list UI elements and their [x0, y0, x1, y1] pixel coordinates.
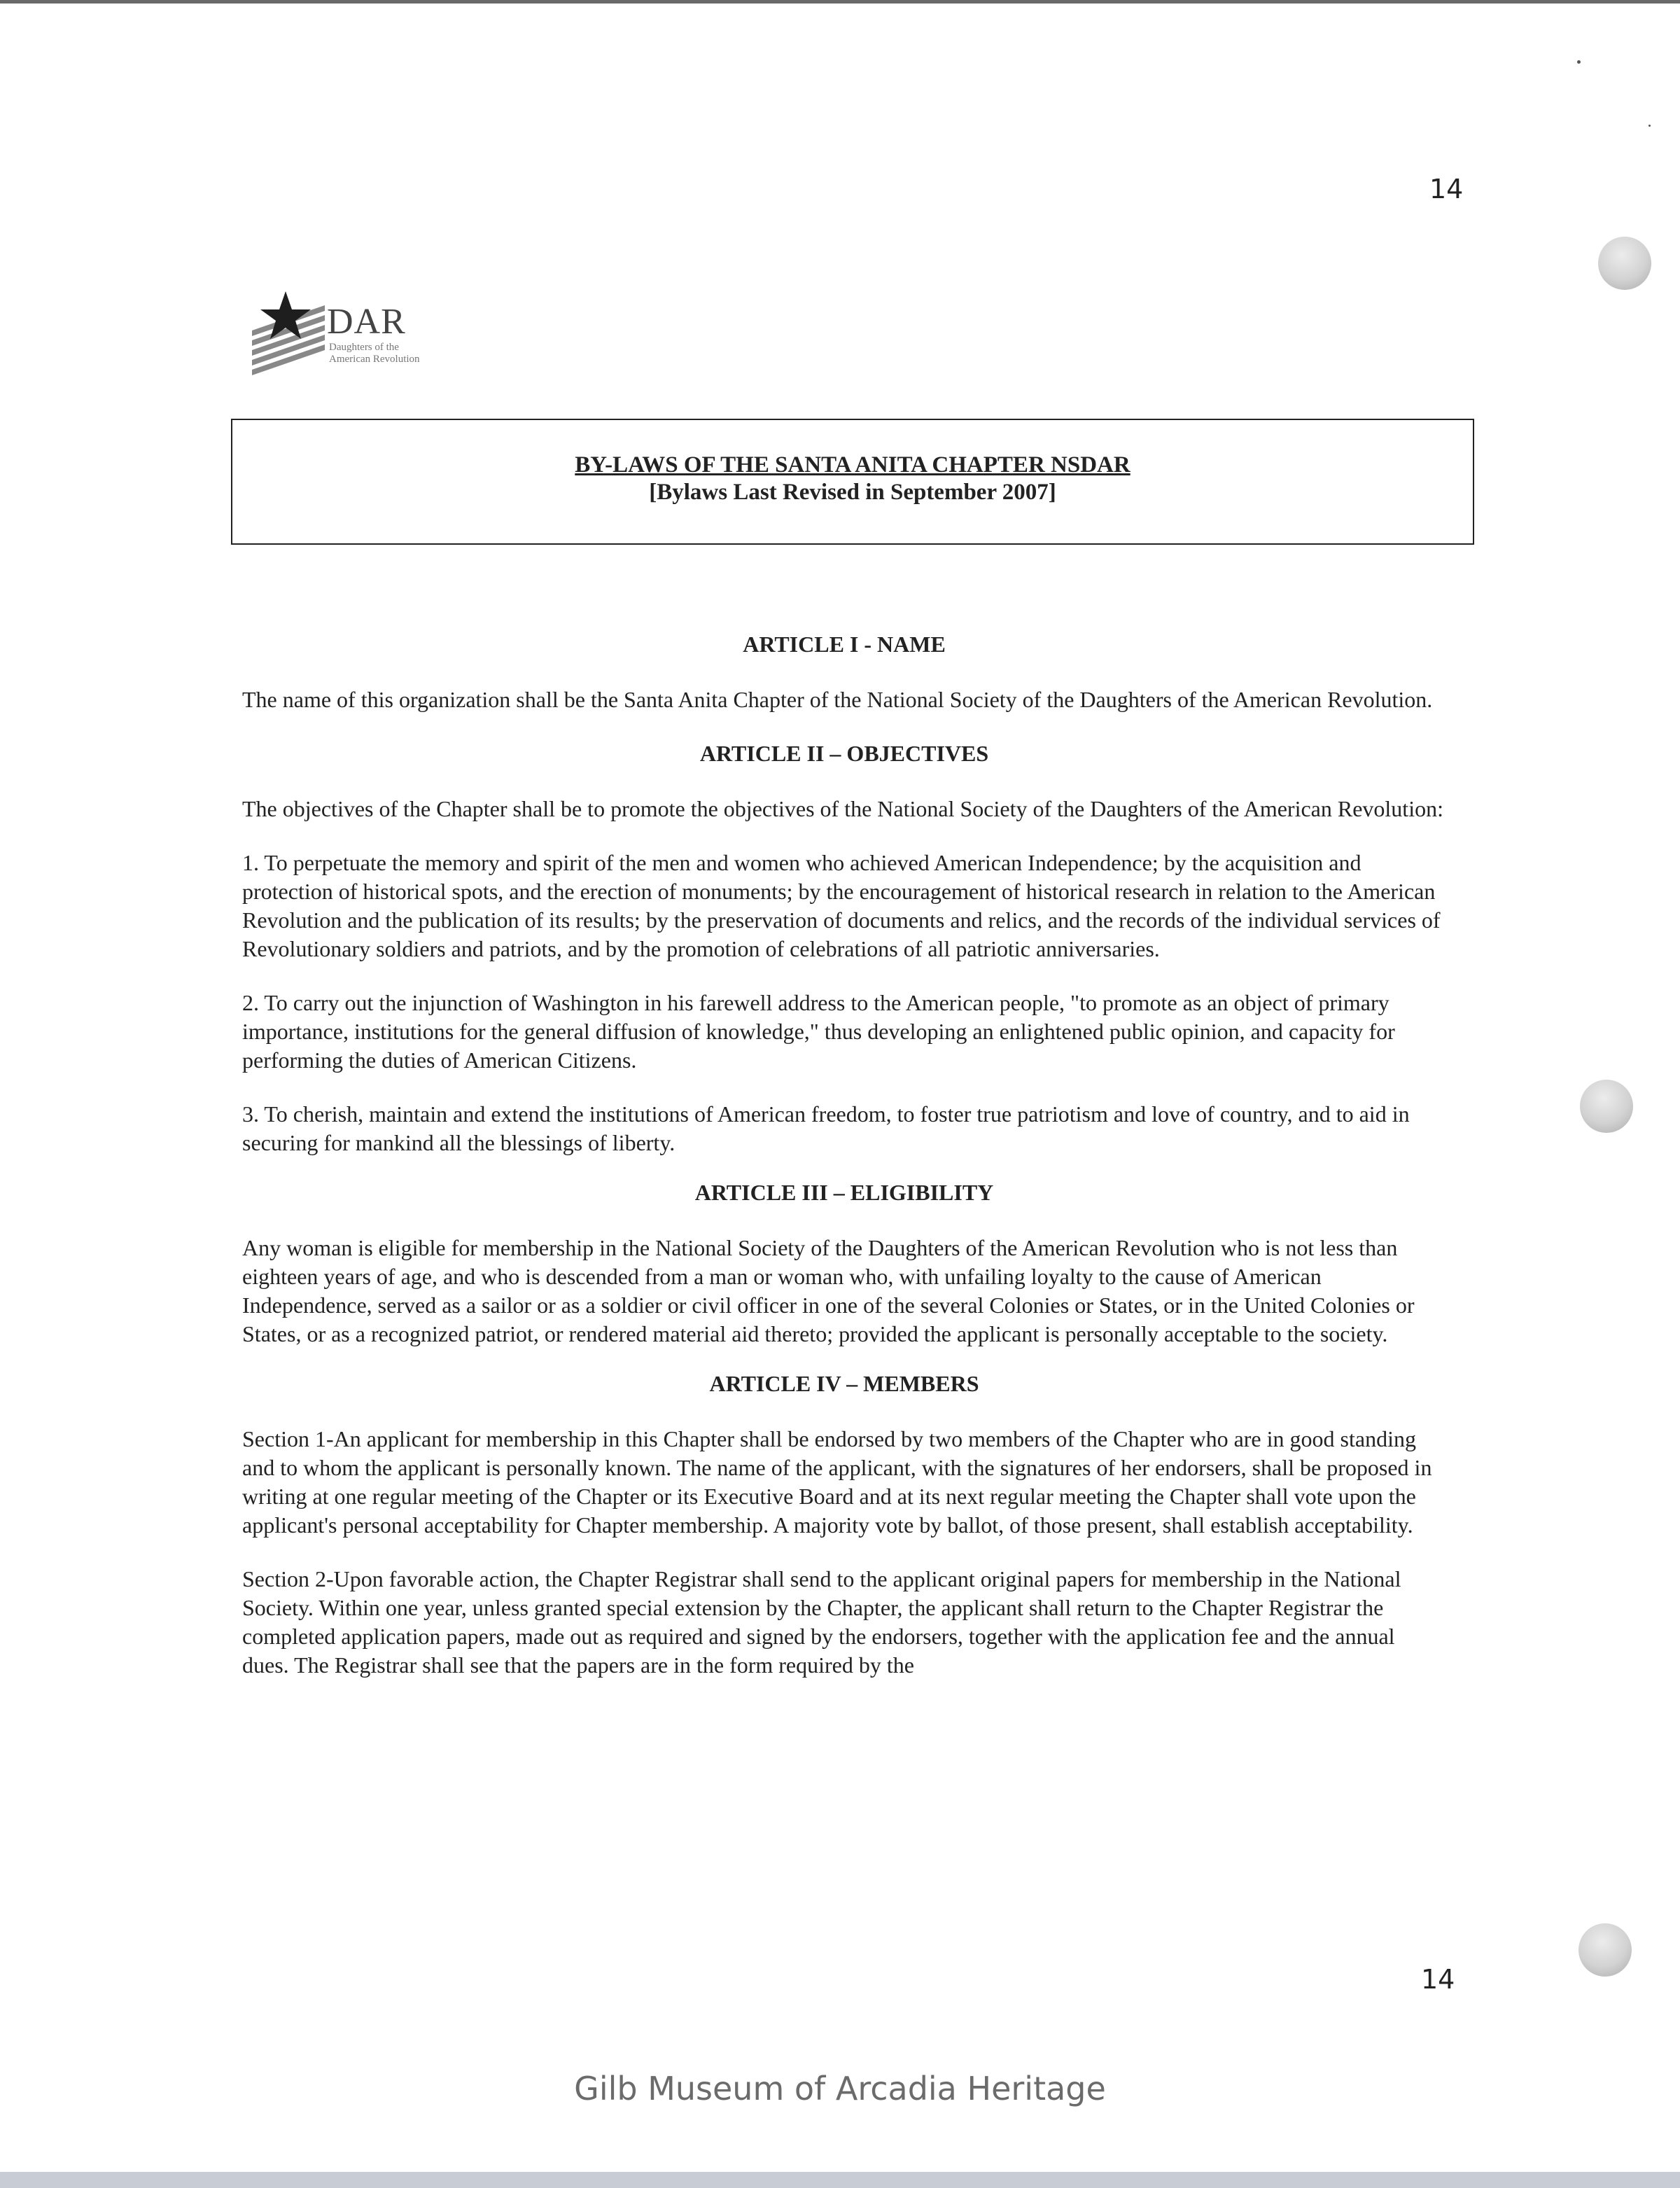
article-heading: ARTICLE I - NAME	[743, 632, 946, 657]
article-members	[242, 1370, 1446, 1680]
scan-top-edge	[0, 0, 1680, 4]
dar-wordmark: DAR	[327, 302, 406, 342]
article-heading: ARTICLE III – ELIGIBILITY	[694, 1180, 994, 1205]
article-eligibility	[242, 1178, 1446, 1349]
objective-item: 3. To cherish, maintain and extend the institutions of American freedom, to foster true patriotism and love of country, and to aid in securing for mankind all the blessings of liberty.	[242, 1101, 1410, 1155]
scan-bottom-edge	[0, 2172, 1680, 2188]
revision-note: [Bylaws Last Revised in September 2007]	[649, 480, 1056, 505]
dar-star-flag-icon	[246, 286, 330, 377]
document-title: BY-LAWS OF THE SANTA ANITA CHAPTER NSDAR	[575, 452, 1130, 478]
article-paragraph: The objectives of the Chapter shall be to promote the objectives of the National Society of the Daughters of the American Revolution:	[242, 796, 1443, 821]
page-number-top: 14	[1429, 174, 1464, 204]
museum-credit: Gilb Museum of Arcadia Heritage	[574, 2070, 1106, 2107]
scan-speck	[1577, 60, 1581, 64]
dar-logo-subtitle: Daughters of the American Revolution	[329, 342, 420, 365]
scan-speck	[1648, 125, 1651, 127]
article-paragraph: Any woman is eligible for membership in the National Society of the Daughters of the American Revolution who is not less than eighteen years of age, and who is descended from a man or woman who, with unfailing loyalty to the cause of American Independence, served as a sailor or as a soldier or civil officer in one of the several Colonies or States, or in the United Colonies or States, or as a recognized patriot, or rendered material aid thereto; provided the applicant is personally acceptable to the society.	[242, 1235, 1415, 1346]
article-objectives	[242, 739, 1446, 1157]
article-heading: ARTICLE II – OBJECTIVES	[699, 741, 989, 766]
section-paragraph: Section 1-An applicant for membership in this Chapter shall be endorsed by two members of the Chapter who are in good standing and to whom the applicant is personally known. The name of the applicant, with the signatures of her endorsers, shall be proposed in writing at one regular meeting of the Chapter or its Executive Board and at its next regular meeting the Chapter shall vote upon the applicant's personal acceptability for Chapter membership. A majority vote by ballot, of those present, shall establish acceptability.	[242, 1426, 1432, 1538]
binder-punch-hole	[1580, 1080, 1633, 1133]
article-name	[242, 630, 1446, 714]
bylaws-title-box	[231, 419, 1474, 545]
article-paragraph: The name of this organization shall be the Santa Anita Chapter of the National Society of the Daughters of the American Revolution.	[242, 687, 1433, 712]
article-heading: ARTICLE IV – MEMBERS	[709, 1371, 979, 1396]
binder-punch-hole	[1598, 237, 1651, 290]
binder-punch-hole	[1578, 1923, 1632, 1977]
objective-item: 2. To carry out the injunction of Washington in his farewell address to the American people, "to promote as an object of primary importance, institutions for the general diffusion of knowledge," thus developing an enlightened public opinion, and capacity for performing the duties of American Citizens.	[242, 990, 1395, 1073]
dar-logo	[246, 286, 435, 377]
objective-item: 1. To perpetuate the memory and spirit of the men and women who achieved American Independence; by the acquisition and protection of historical spots, and the erection of monuments; by the encouragement of historical research in relation to the American Revolution and the publication of its results; by the preservation of documents and relics, and the records of the individual services of Revolutionary soldiers and patriots, and by the promotion of celebrations of all patriotic anniversaries.	[242, 850, 1441, 961]
section-paragraph: Section 2-Upon favorable action, the Chapter Registrar shall send to the applicant original papers for membership in the National Society. Within one year, unless granted special extension by the Chapter, the applicant shall return to the Chapter Registrar the completed application papers, made out as required and signed by the endorsers, together with the application fee and the annual dues. The Registrar shall see that the papers are in the form required by the	[242, 1566, 1401, 1678]
bylaws-body	[242, 630, 1446, 1705]
page-number-bottom: 14	[1421, 1964, 1455, 1995]
